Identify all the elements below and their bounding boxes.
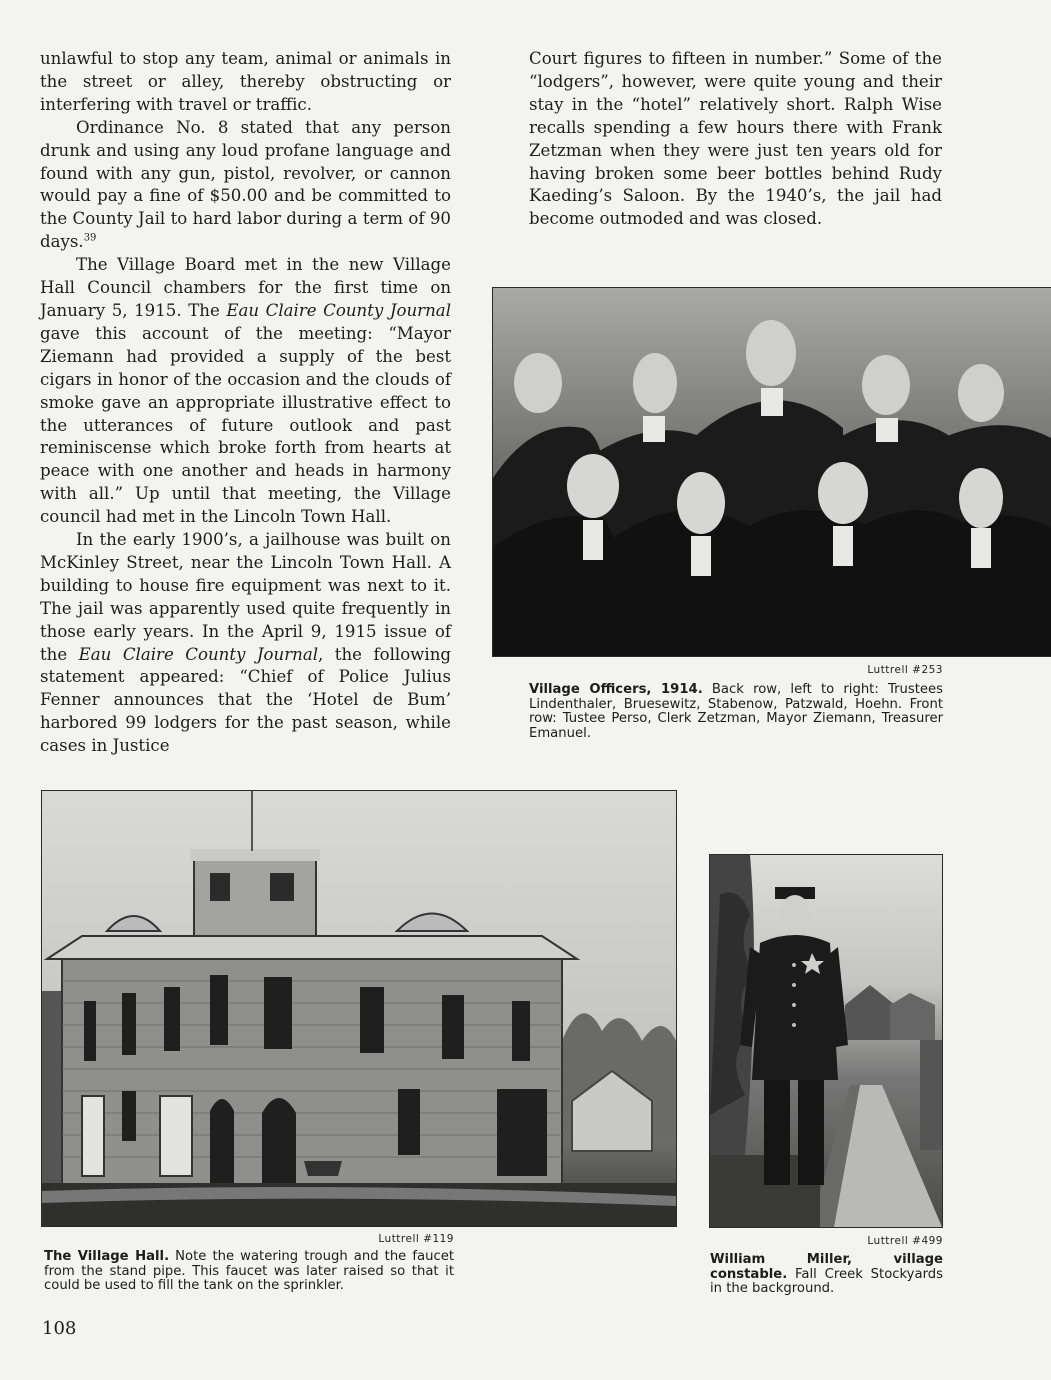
paragraph: In the early 1900’s, a jailhouse was built on McKinley Street, near the Lincoln Town Hall. A building to house fire equipment was next to it. The jail was apparently used quite frequently in those early years. In the April 9, 1915 issue of the Eau Claire County Journal, the following statement appeared: “Chief of Police Julius Fenner announces that the ‘Hotel de Bum’ harbored 99 lodgers for the past season, while cases in Justice (40, 530, 452, 756)
officers-photo-caption (529, 683, 943, 741)
footnote-ref: 39 (83, 232, 97, 244)
hall-photo-credit: Luttrell #119 (378, 1233, 454, 1245)
left-text-column (40, 48, 451, 758)
constable-photo (709, 854, 943, 1228)
caption-text: Note the watering trough and the faucet from the stand pipe. This faucet was later raised so that it could be used to fill the tank on the sprinkler. (44, 1249, 454, 1294)
constable-drawing (710, 855, 942, 1227)
paragraph: Court figures to fifteen in number.” Some of the “lodgers”, however, were quite young and their stay in the “hotel” relatively short. Ralph Wise recalls spending a few hours there with Frank Zetzman when they were just ten years old for having broken some beer bottles behind Rudy Kaeding’s Saloon. By the 1940’s, the jail had become outmoded and was closed. (529, 49, 942, 229)
newspaper-title: Eau Claire County Journal (226, 300, 451, 320)
right-text-column (529, 48, 942, 231)
caption-title: William Miller, village constable. (710, 1252, 943, 1282)
village-hall-photo (41, 790, 677, 1227)
constable-photo-credit: Luttrell #499 (867, 1235, 943, 1247)
officers-photo-credit: Luttrell #253 (867, 664, 943, 676)
newspaper-title: Eau Claire County Journal (78, 644, 319, 664)
caption-text: Back row, left to right: Trustees Lindenthaler, Bruesewitz, Stabenow, Patzwald, Hoehn. Front row: Tustee Perso, Clerk Zetzman, Mayor Ziemann, Treasurer Emanuel. (529, 682, 943, 741)
village-officers-photo (492, 287, 1051, 657)
caption-title: The Village Hall. (44, 1249, 170, 1264)
page-number: 108 (42, 1318, 77, 1339)
paragraph: Ordinance No. 8 stated that any person drunk and using any loud profane language and found with any gun, pistol, revolver, or cannon would pay a fine of $50.00 and be committed to the County Jail to hard labor during a term of 90 days.$^{39}$ (40, 117, 451, 252)
caption-title: Village Officers, 1914. (529, 682, 703, 697)
paragraph: unlawful to stop any team, animal or animals in the street or alley, thereby obstructing or interfering with travel or traffic. (40, 49, 451, 114)
paragraph: The Village Board met in the new Village Hall Council chambers for the first time on January 5, 1915. The Eau Claire County Journal gave this account of the meeting: “Mayor Ziemann had provided a supply of the best cigars in honor of the occasion and the clouds of smoke gave an appropriate illustrative effect to the utterances of future outlook and past reminiscense which broke forth from hearts at peace with one another and heads in harmony with all.” Up until that meeting, the Village council had met in the Lincoln Town Hall. (40, 255, 451, 527)
hall-photo-caption (44, 1250, 454, 1294)
officers-photo-drawing (493, 288, 1051, 656)
constable-photo-caption (710, 1253, 943, 1297)
caption-text: Fall Creek Stockyards in the background. (710, 1266, 943, 1297)
village-hall-drawing (42, 791, 676, 1226)
